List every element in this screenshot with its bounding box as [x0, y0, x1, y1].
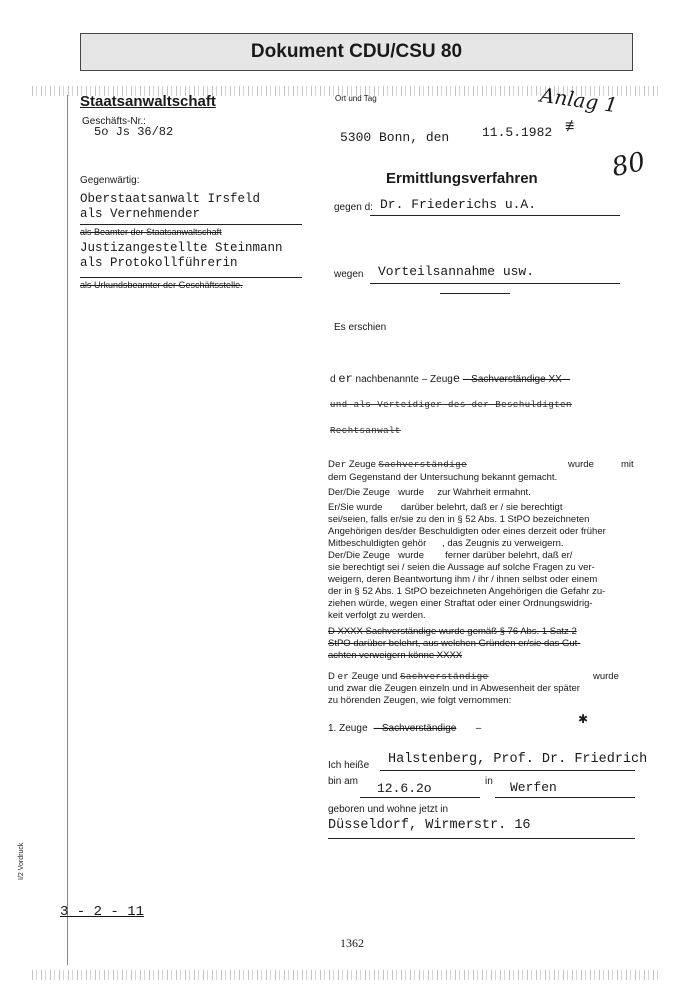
- para-1-expert: Sachverständige: [378, 460, 468, 470]
- born-place-rule: [495, 797, 635, 798]
- present-line-4: als Protokollführerin: [80, 256, 238, 270]
- para-4-further: ferner darüber belehrt, daß er/: [445, 550, 573, 561]
- summons-expert: – Sachverständige XX –: [462, 374, 571, 385]
- para-3-line-4: [328, 538, 564, 550]
- residence-label: geboren und wohne jetzt in: [328, 804, 449, 815]
- case-number: 5o Js 36/82: [94, 125, 174, 139]
- para-3-er: Er/Sie: [328, 502, 354, 513]
- summons-line-1: [330, 372, 570, 386]
- para-4-line-4: der in § 52 Abs. 1 StPO bezeichneten Angehörigen die Gefahr zu-: [328, 586, 606, 597]
- para-6-witness: Zeug: [351, 671, 374, 682]
- margin-note: 3 - 2 - 11: [60, 904, 145, 920]
- para-1-d: D: [328, 459, 335, 470]
- witness-1-heading: [328, 723, 481, 735]
- para-6-er: er: [337, 671, 349, 682]
- born-rule: [360, 797, 480, 798]
- witness-1-e: e: [361, 724, 368, 735]
- para-6-e: e: [373, 671, 379, 682]
- para-1-mit: mit: [621, 459, 634, 470]
- para-2-e: e: [384, 487, 391, 498]
- para-3-line-3: Angehörigen des/der Beschuldigten oder eines derzeit oder früher: [328, 526, 606, 537]
- para-6-line-1: [328, 671, 638, 683]
- para-4-e: e: [384, 550, 391, 561]
- born-in-label: in: [485, 776, 493, 787]
- summons-witness: – Zeug: [421, 374, 453, 385]
- para-5-line-3: achten verweigern könne XXXX: [328, 650, 463, 661]
- para-1-line-1: [328, 459, 638, 471]
- para-6-d: D: [328, 671, 335, 682]
- para-4-line-6: keit verfolgt zu werden.: [328, 610, 426, 621]
- para-6-line-3: zu hörenden Zeugen, wie folgt vernommen:: [328, 695, 512, 706]
- summons-line-2: und als Verteidiger des der Beschuldigten: [330, 400, 572, 410]
- against-value: Dr. Friederichs u.A.: [380, 197, 537, 212]
- present-struck-1: als Beamter der Staatsanwaltschaft: [80, 227, 222, 237]
- present-struck-2: als Urkundsbeamter der Geschäftsstelle.: [80, 280, 243, 290]
- para-6-expert: Sachverständige: [400, 672, 489, 682]
- witness-1-label: 1. Zeug: [328, 723, 362, 734]
- born-label: bin am: [328, 776, 359, 787]
- present-label: Gegenwärtig:: [80, 175, 140, 186]
- appeared-text: Es erschien: [334, 322, 387, 333]
- present-line-3: Justizangestellte Steinmann: [80, 241, 283, 255]
- scan-noise-bottom: [32, 970, 658, 980]
- born-date: 12.6.2o: [377, 781, 432, 796]
- left-margin-line: [67, 95, 68, 965]
- para-1-wurde: wurde: [568, 459, 594, 470]
- para-6-line-2: und zwar die Zeugen einzeln und in Abwesenheit der später: [328, 683, 580, 694]
- para-2: [328, 487, 531, 499]
- witness-1-dash: –: [475, 723, 482, 734]
- para-4-line-1: [328, 550, 572, 562]
- para-2-wurde: wurde: [398, 487, 424, 498]
- summons-d: d: [330, 374, 336, 385]
- para-3-line-2: sei/seien, falls er/sie zu den in § 52 Abs. 1 StPO bezeichneten: [328, 514, 590, 525]
- para-3-wurde: wurde: [356, 502, 383, 513]
- residence-value: Düsseldorf, Wirmerstr. 16: [328, 818, 531, 833]
- para-6-wurde: wurde: [593, 671, 619, 682]
- case-number-label: Geschäfts-Nr.:: [82, 116, 146, 127]
- side-print-label: I/2 Vordruck: [18, 842, 25, 880]
- place-date-label: Ort und Tag: [335, 94, 377, 103]
- handwritten-number: 80: [609, 146, 648, 184]
- para-1-line-2: dem Gegenstand der Untersuchung bekannt gemacht.: [328, 472, 558, 483]
- crossed-marks: ≢: [565, 118, 581, 135]
- witness-name: Halstenberg, Prof. Dr. Friedrich: [388, 752, 648, 767]
- para-4-witness: Der/Die Zeug: [328, 550, 385, 561]
- proceeding-title: Ermittlungsverfahren: [386, 170, 538, 187]
- born-place: Werfen: [510, 780, 557, 795]
- summons-named: nachbenannte: [355, 374, 419, 385]
- para-4-line-3: weigern, deren Beantwortung ihm / ihr / ihnen selbst oder einem: [328, 574, 598, 585]
- para-4-line-5: ziehen würde, wegen einer Straftat oder einer Ordnungswidrig-: [328, 598, 593, 609]
- summons-er: er: [338, 372, 353, 386]
- document-date: 11.5.1982: [482, 125, 553, 140]
- para-3-gehoer: Mitbeschuldigten gehör: [328, 538, 427, 549]
- present-line-2: als Vernehmender: [80, 207, 201, 221]
- place-date: 5300 Bonn, den: [340, 130, 450, 145]
- office-name: Staatsanwaltschaft: [80, 93, 216, 110]
- para-1-er: er: [334, 459, 347, 470]
- against-label: gegen d:: [334, 202, 373, 213]
- summons-line-3: Rechtsanwalt: [330, 426, 401, 436]
- para-1-witness: Zeuge: [348, 459, 376, 470]
- against-rule: [370, 215, 620, 216]
- para-3-line-1: [328, 502, 562, 514]
- residence-rule: [328, 838, 635, 839]
- para-2-witness: Der/Die Zeug: [328, 487, 385, 498]
- witness-1-expert: – Sachverständige: [373, 723, 457, 734]
- name-rule: [380, 770, 635, 771]
- para-3-refuse: , das Zeugnis zu verweigern.: [442, 538, 564, 549]
- name-label: Ich heiße: [328, 760, 370, 771]
- because-label: wegen: [334, 269, 364, 280]
- because-value: Vorteilsannahme usw.: [378, 264, 535, 279]
- para-5-line-2: StPO darüber belehrt, aus welchen Gründen er/sie das Gut-: [328, 638, 581, 649]
- handwritten-annotation: Anlag 1: [538, 82, 619, 118]
- document-banner-title: Dokument CDU/CSU 80: [80, 33, 633, 71]
- para-5-line-1: D XXXX Sachverständige wurde gemäß § 76 Abs. 1 Satz 2: [328, 626, 577, 637]
- para-6-und: und: [381, 671, 398, 682]
- because-short-rule: [440, 293, 510, 294]
- para-2-admonished: zur Wahrheit ermahnt.: [437, 487, 531, 498]
- para-4-line-2: sie berechtigt sei / seien die Aussage auf solche Fragen zu ver-: [328, 562, 595, 573]
- because-rule: [370, 283, 620, 284]
- present-rule-2: [80, 277, 302, 278]
- summons-witness-e: e: [452, 372, 461, 386]
- para-4-wurde: wurde: [398, 550, 424, 561]
- star-mark: ✱: [578, 712, 589, 726]
- para-3-instructed: darüber belehrt, daß er / sie berechtigt: [400, 502, 563, 513]
- page-number: 1362: [340, 936, 364, 950]
- present-line-1: Oberstaatsanwalt Irsfeld: [80, 192, 261, 206]
- present-rule-1: [80, 224, 302, 225]
